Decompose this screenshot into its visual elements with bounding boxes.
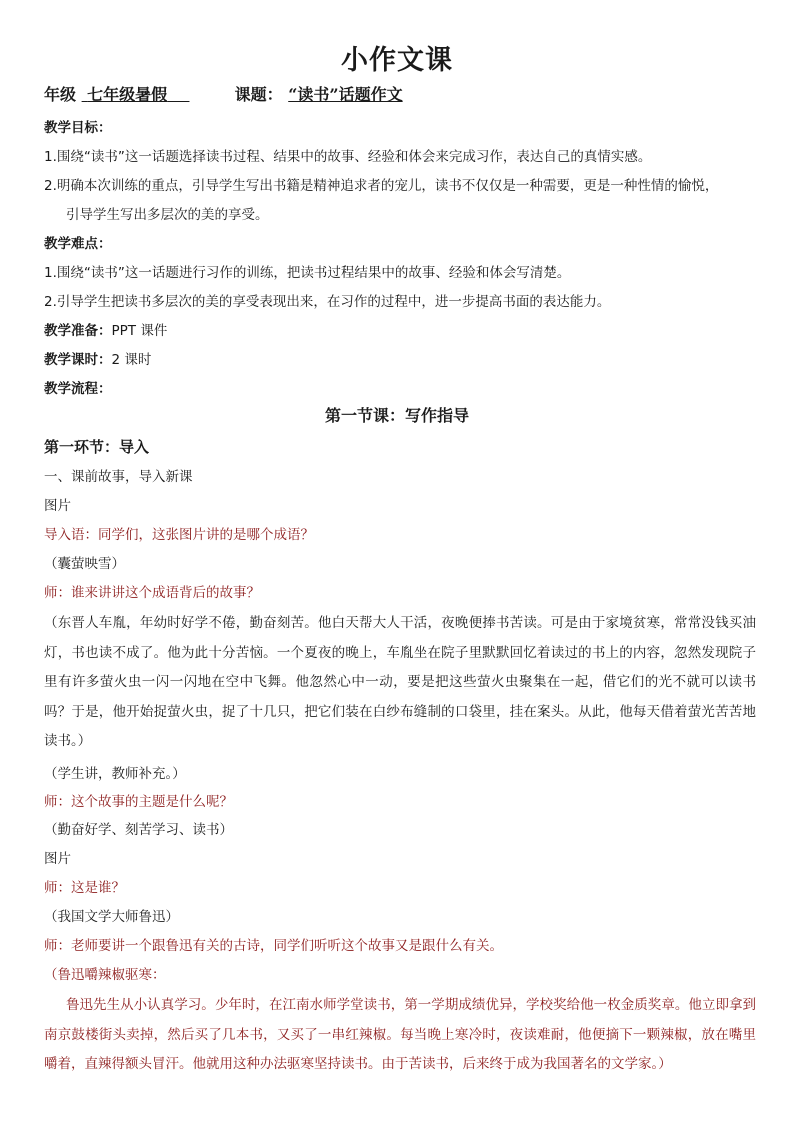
question-4: 师：这是谁？ <box>44 880 125 896</box>
objective-item-1: 1.围绕“读书”这一话题选择读书过程、结果中的故事、经验和体会来完成习作，表达自己的真情实感。 <box>44 149 652 165</box>
grade-label: 年级 <box>44 85 77 104</box>
section1-heading: 第一环节：导入 <box>44 438 150 456</box>
answer-2: （学生讲，教师补充。） <box>44 766 186 782</box>
difficulties-heading: 教学难点： <box>44 236 112 252</box>
story-2-title: （鲁迅嚼辣椒驱寒： <box>44 967 166 983</box>
flow-heading: 教学流程： <box>44 381 112 397</box>
topic-value: “读书”话题作文 <box>288 85 403 104</box>
objective-item-2-cont: 引导学生写出多层次的美的享受。 <box>66 207 269 223</box>
lesson1-title: 第一节课：写作指导 <box>324 406 469 425</box>
grade-value: 七年级暑假 <box>87 85 168 104</box>
story-1: （东晋人车胤，年幼时好学不倦，勤奋刻苦。他白天帮大人干活，夜晚便捧书苦读。可是由于家境贫寒，常常没钱买油灯，书也读不成了。他为此十分苦恼。一个夏夜的晚上，车胤坐在院子里默默回忆着读过的书上的内容，忽然发现院子里有许多萤火虫一闪一闪地在空中飞舞。他忽然心中一动，要是把这些萤火虫聚集在一起，借它们的光不就可以读书吗？于是，他开始捉萤火虫，捉了十几只，把它们装在白纱布缝制的口袋里，挂在案头。从此，他每天借着萤光苦苦地读书。） <box>44 615 756 749</box>
page-title: 小作文课 <box>341 45 453 76</box>
lesson-meta <box>44 82 403 105</box>
teaching-hours: 教学课时：2 课时 <box>44 352 152 368</box>
story-2: 鲁迅先生从小认真学习。少年时，在江南水师学堂读书，第一学期成绩优异，学校奖给他一枚金质奖章。他立即拿到南京鼓楼街头卖掉，然后买了几本书，又买了一串红辣椒。每当晚上寒冷时，夜读难耐，他便摘下一颗辣椒，放在嘴里嚼着，直辣得额头冒汗。他就用这种办法驱寒坚持读书。由于苦读书，后来终于成为我国著名的文学家。） <box>44 997 756 1072</box>
question-1: 导入语：同学们，这张图片讲的是哪个成语？ <box>44 527 314 543</box>
question-3: 师：这个故事的主题是什么呢？ <box>44 794 233 810</box>
answer-1: （囊萤映雪） <box>44 556 125 572</box>
difficulty-item-1: 1.围绕“读书”这一话题进行习作的训练，把读书过程结果中的故事、经验和体会写清楚。 <box>44 265 571 281</box>
question-5: 师：老师要讲一个跟鲁迅有关的古诗，同学们听听这个故事又是跟什么有关。 <box>44 938 503 954</box>
answer-3: （勤奋好学、刻苦学习、读书） <box>44 822 233 838</box>
picture-placeholder-2: 图片 <box>44 851 71 867</box>
topic-label: 课题： <box>234 85 283 104</box>
teaching-prep: 教学准备：PPT 课件 <box>44 323 168 339</box>
answer-4: （我国文学大师鲁迅） <box>44 909 179 925</box>
picture-placeholder-1: 图片 <box>44 498 71 514</box>
difficulty-item-2: 2.引导学生把读书多层次的美的享受表现出来，在习作的过程中，进一步提高书面的表达能力。 <box>44 294 611 310</box>
question-2: 师：谁来讲讲这个成语背后的故事？ <box>44 585 260 601</box>
objective-item-2: 2.明确本次训练的重点，引导学生写出书籍是精神追求者的宠儿，读书不仅仅是一种需要，更是一种性情的愉悦， <box>44 178 719 194</box>
objectives-heading: 教学目标： <box>44 120 112 136</box>
step1: 一、课前故事，导入新课 <box>44 469 193 485</box>
